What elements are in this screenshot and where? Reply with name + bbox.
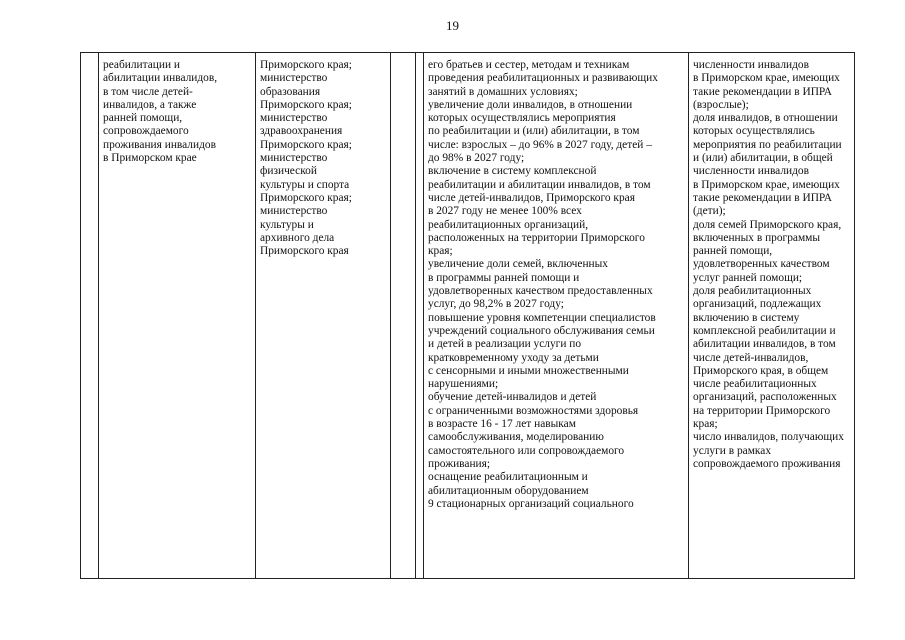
- text-line: в Приморском крае, имеющих: [693, 178, 840, 191]
- text-line: реабилитации и абилитации инвалидов, в том: [428, 178, 651, 191]
- text-line: числе реабилитационных: [693, 378, 817, 391]
- text-line: включение в систему комплексной: [428, 165, 597, 178]
- text-line: проведения реабилитационных и развивающих: [428, 72, 658, 85]
- text-line: министерство: [260, 72, 328, 85]
- document-table: [80, 52, 855, 579]
- text-line: учреждений социального обслуживания семьи: [428, 324, 655, 337]
- text-line: доля инвалидов, в отношении: [693, 112, 838, 125]
- text-line: реабилитационных организаций,: [428, 218, 589, 231]
- text-line: численности инвалидов: [693, 165, 809, 178]
- text-line: края;: [693, 418, 718, 431]
- text-line: Приморского края;: [260, 138, 352, 151]
- text-line: расположенных на территории Приморского: [428, 231, 645, 244]
- text-line: организаций, расположенных: [693, 391, 837, 404]
- table-column-indicators: [689, 53, 854, 578]
- text-line: сопровождаемого проживания: [693, 457, 841, 470]
- column-text: [689, 53, 854, 471]
- text-line: комплексной реабилитации и: [693, 324, 836, 337]
- text-line: включенных в программы: [693, 231, 821, 244]
- text-line: с сенсорными и иными множественными: [428, 364, 629, 377]
- text-line: до 98% в 2027 году;: [428, 152, 525, 165]
- text-line: в возрасте 16 - 17 лет навыкам: [428, 418, 576, 431]
- text-line: кратковременному уходу за детьми: [428, 351, 599, 364]
- text-line: числе детей-инвалидов,: [693, 351, 809, 364]
- text-line: доля семей Приморского края,: [693, 218, 842, 231]
- table-column-task-name: [99, 53, 256, 578]
- text-line: министерство: [260, 152, 328, 165]
- page-number: 19: [446, 18, 459, 33]
- text-line: министерство: [260, 205, 328, 218]
- column-text: [424, 53, 688, 511]
- column-text: [81, 53, 98, 59]
- table-column-expected-results: [424, 53, 689, 578]
- text-line: оснащение реабилитационным и: [428, 471, 588, 484]
- text-line: включению в систему: [693, 311, 800, 324]
- text-line: числе: взрослых – до 96% в 2027 году, детей –: [428, 138, 652, 151]
- text-line: Приморского края;: [260, 191, 352, 204]
- text-line: на территории Приморского: [693, 404, 831, 417]
- text-line: услуги в рамках: [693, 444, 772, 457]
- text-line: которых осуществлялись: [693, 125, 815, 138]
- text-line: Приморского края: [260, 245, 349, 258]
- text-line: (дети);: [693, 205, 726, 218]
- text-line: культуры и спорта: [260, 178, 350, 191]
- text-line: самообслуживания, моделированию: [428, 431, 604, 444]
- text-line: абилитационным оборудованием: [428, 484, 589, 497]
- text-line: которых осуществлялись мероприятия: [428, 112, 616, 125]
- text-line: в программы ранней помощи и: [428, 271, 580, 284]
- text-line: в том числе детей-: [103, 85, 193, 98]
- text-line: физической: [260, 165, 317, 178]
- text-line: абилитации инвалидов,: [103, 72, 218, 85]
- text-line: числе детей-инвалидов, Приморского края: [428, 191, 635, 204]
- text-line: увеличение доли семей, включенных: [428, 258, 608, 271]
- text-line: реабилитации и: [103, 59, 181, 71]
- table-column-start: [391, 53, 416, 578]
- text-line: мероприятия по реабилитации: [693, 138, 842, 151]
- text-line: (взрослые);: [693, 98, 749, 111]
- table-column-number: [81, 53, 99, 578]
- text-line: по реабилитации и (или) абилитации, в том: [428, 125, 640, 138]
- text-line: в 2027 году не менее 100% всех: [428, 205, 582, 218]
- text-line: образования: [260, 85, 321, 98]
- text-line: ранней помощи,: [693, 245, 773, 258]
- column-text: [256, 53, 390, 258]
- text-line: обучение детей-инвалидов и детей: [428, 391, 597, 404]
- text-line: архивного дела: [260, 231, 335, 244]
- text-line: культуры и: [260, 218, 314, 231]
- text-line: Приморского края;: [260, 98, 352, 111]
- text-line: самостоятельного или сопровождаемого: [428, 444, 625, 457]
- text-line: удовлетворенных качеством: [693, 258, 830, 271]
- table-column-responsible: [256, 53, 391, 578]
- text-line: 9 стационарных организаций социального: [428, 497, 634, 510]
- text-line: такие рекомендации в ИПРА: [693, 191, 833, 204]
- text-line: занятий в домашних условиях;: [428, 85, 578, 98]
- text-line: и детей в реализации услуги по: [428, 338, 582, 351]
- text-line: увеличение доли инвалидов, в отношении: [428, 98, 633, 111]
- text-line: его братьев и сестер, методам и техникам: [428, 59, 630, 71]
- text-line: организаций, подлежащих: [693, 298, 822, 311]
- text-line: проживания инвалидов: [103, 138, 216, 151]
- text-line: Приморского края;: [260, 59, 352, 71]
- text-line: удовлетворенных качеством предоставленных: [428, 285, 653, 298]
- text-line: инвалидов, а также: [103, 98, 197, 111]
- text-line: ранней помощи,: [103, 112, 183, 125]
- text-line: доля реабилитационных: [693, 285, 812, 298]
- text-line: нарушениями;: [428, 378, 499, 391]
- text-line: сопровождаемого: [103, 125, 189, 138]
- text-line: численности инвалидов: [693, 59, 809, 71]
- text-line: услуг, до 98,2% в 2027 году;: [428, 298, 564, 311]
- text-line: Приморского края, в общем: [693, 364, 829, 377]
- text-line: края;: [428, 245, 453, 258]
- column-text: [416, 53, 424, 59]
- text-line: число инвалидов, получающих: [693, 431, 844, 444]
- text-line: в Приморском крае: [103, 152, 197, 165]
- column-text: [99, 53, 255, 165]
- text-line: министерство: [260, 112, 328, 125]
- column-text: [391, 53, 415, 59]
- text-line: услуг ранней помощи;: [693, 271, 803, 284]
- text-line: с ограниченными возможностями здоровья: [428, 404, 639, 417]
- text-line: и (или) абилитации, в общей: [693, 152, 833, 165]
- table-column-end: [416, 53, 424, 578]
- text-line: здравоохранения: [260, 125, 343, 138]
- text-line: в Приморском крае, имеющих: [693, 72, 840, 85]
- text-line: проживания;: [428, 457, 491, 470]
- text-line: такие рекомендации в ИПРА: [693, 85, 833, 98]
- text-line: абилитации инвалидов, в том: [693, 338, 836, 351]
- text-line: повышение уровня компетенции специалистов: [428, 311, 656, 324]
